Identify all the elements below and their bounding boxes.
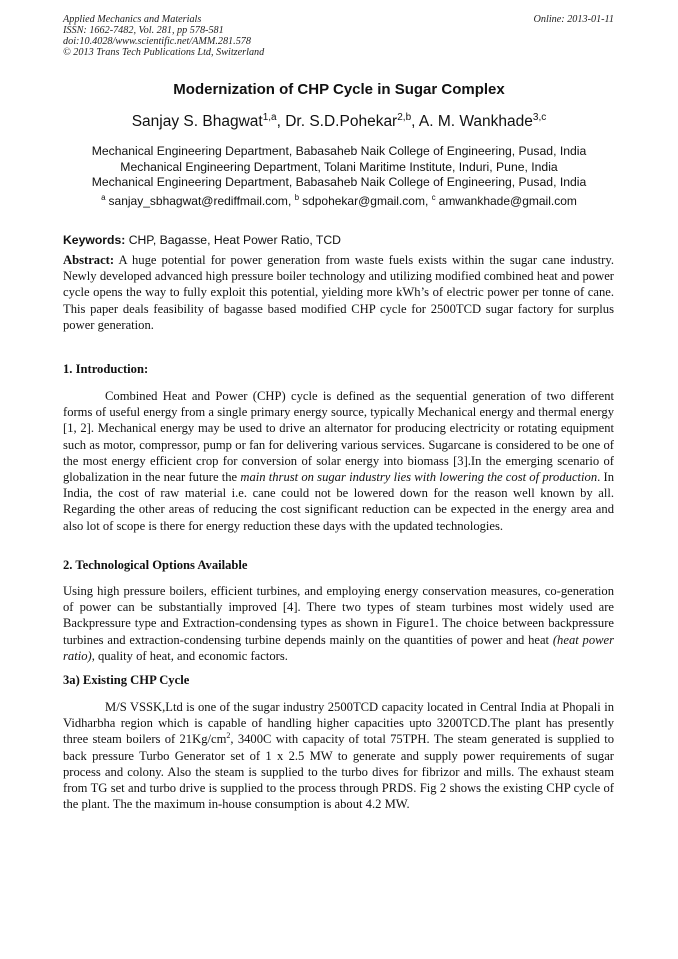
email-address: amwankhade@gmail.com <box>438 194 577 208</box>
affiliation-line: Mechanical Engineering Department, Tolani Maritime Institute, Induri, Pune, India <box>120 159 558 174</box>
email-mark: c <box>431 193 436 202</box>
doi-line: doi:10.4028/www.scientific.net/AMM.281.578 <box>63 36 251 47</box>
tech-text: , quality of heat, and economic factors. <box>91 648 288 663</box>
affiliation-line: Mechanical Engineering Department, Babasaheb Naik College of Engineering, Pusad, India <box>91 144 587 158</box>
email-separator: , <box>287 194 295 208</box>
section-heading-existing-chp: 3a) Existing CHP Cycle <box>63 673 190 687</box>
author-separator: , <box>276 113 286 130</box>
introduction-paragraph <box>63 388 614 534</box>
copyright-line: © 2013 Trans Tech Publications Ltd, Switzerland <box>63 47 265 58</box>
abstract-label: Abstract: <box>63 253 115 267</box>
keywords-label: Keywords: <box>63 233 126 247</box>
existing-text: M/S VSSK,Ltd is one of the sugar industry 2500TCD capacity located in Central India at Phopali in Vidharbha region which is capable of handling higher capacities upto 3200TCD.The plant has presently three steam boilers of 21Kg/cm <box>63 700 614 747</box>
keywords-text: CHP, Bagasse, Heat Power Ratio, TCD <box>128 233 341 247</box>
existing-chp-paragraph <box>63 699 614 812</box>
journal-name: Applied Mechanics and Materials <box>63 14 202 25</box>
issn-line: ISSN: 1662-7482, Vol. 281, pp 578-581 <box>63 25 224 36</box>
email-list <box>0 194 678 208</box>
email-address: sanjay_sbhagwat@rediffmail.com <box>108 194 288 208</box>
intro-emphasis: main thrust on sugar industry lies with lowering the cost of production <box>240 470 598 485</box>
email-separator: , <box>424 194 432 208</box>
abstract-text: A huge potential for power generation from waste fuels exists within the sugar cane industry. Newly developed advanced high pressure boiler technology and utilizing modified combined heat and power cycle opens the way to fully exploit this potential, yielding more kWh’s of electric power per tonne of cane. This paper deals feasibility of bagasse based modified CHP cycle for 2500TCD sugar factory for surplus power generation. <box>63 253 614 332</box>
section-heading-tech-options: 2. Technological Options Available <box>63 558 248 572</box>
author-name: Sanjay S. Bhagwat <box>131 113 263 130</box>
author-name: A. M. Wankhade <box>418 113 533 130</box>
section-heading-introduction: 1. Introduction: <box>63 362 149 376</box>
tech-options-paragraph <box>63 583 614 664</box>
author-affil-mark: 2,b <box>397 112 412 123</box>
unit-superscript: 2 <box>226 731 231 741</box>
author-name: Dr. S.D.Pohekar <box>285 113 398 130</box>
intro-text: Combined Heat and Power (CHP) cycle is defined as the sequential generation of two different forms of useful energy from a single primary energy source, typically Mechanical energy and thermal energy [1, 2]. Mechanical energy may be used to drive an alternator for producing electricity or rotating equipment such as motor, compressor, pump or fan for delivering various services. Sugarcane is considered to be one of the most energy efficient crop for conversion of solar energy into biomass [3].In the emerging scenario of globalization in the near future the <box>63 389 614 485</box>
online-date: Online: 2013-01-11 <box>533 14 614 25</box>
affiliation-line: Mechanical Engineering Department, Babasaheb Naik College of Engineering, Pusad, India <box>91 175 587 189</box>
author-list <box>0 113 678 131</box>
author-affil-mark: 3,c <box>532 112 547 123</box>
abstract <box>63 252 614 333</box>
author-affil-mark: 1,a <box>262 112 277 123</box>
keywords <box>63 233 615 247</box>
author-separator: , <box>411 113 419 130</box>
email-mark: a <box>101 193 106 202</box>
email-mark: b <box>294 193 300 202</box>
journal-header <box>63 14 264 58</box>
tech-text: Using high pressure boilers, efficient turbines, and employing energy conservation measures, co-generation of power can be substantially improved [4]. There two types of steam turbines most widely used are Backpressure type and Extraction-condensing types as shown in Figure1. The choice between backpressure turbines and extraction-condensing turbine depends mainly on the quantities of power and heat <box>63 584 614 647</box>
existing-text: , 3400C with capacity of total 75TPH. The steam generated is supplied to back pressure Turbo Generator set of 1 x 2.5 MW to generate and supply power requirements of sugar process and colony. Also the steam is supplied to the turbo dives for fibrizor and mills. The exhaust steam from TG set and turbo drive is supplied to the process through PRDS. Fig 2 shows the existing CHP cycle of the plant. The the maximum in-house consumption is about 4.2 MW. <box>63 732 615 812</box>
affiliations <box>0 144 678 191</box>
email-address: sdpohekar@gmail.com <box>302 194 425 208</box>
intro-text: . In India, the cost of raw material i.e. cane could not be lowered down for the reason well known by all. Regarding the other areas of reducing the cost significant reduction can be expected in the energy area and also lot of scope is there for energy reduction these days with the updated technologies. <box>63 470 614 533</box>
tech-emphasis: (heat power ratio) <box>63 632 615 663</box>
paper-title: Modernization of CHP Cycle in Sugar Complex <box>173 81 505 98</box>
